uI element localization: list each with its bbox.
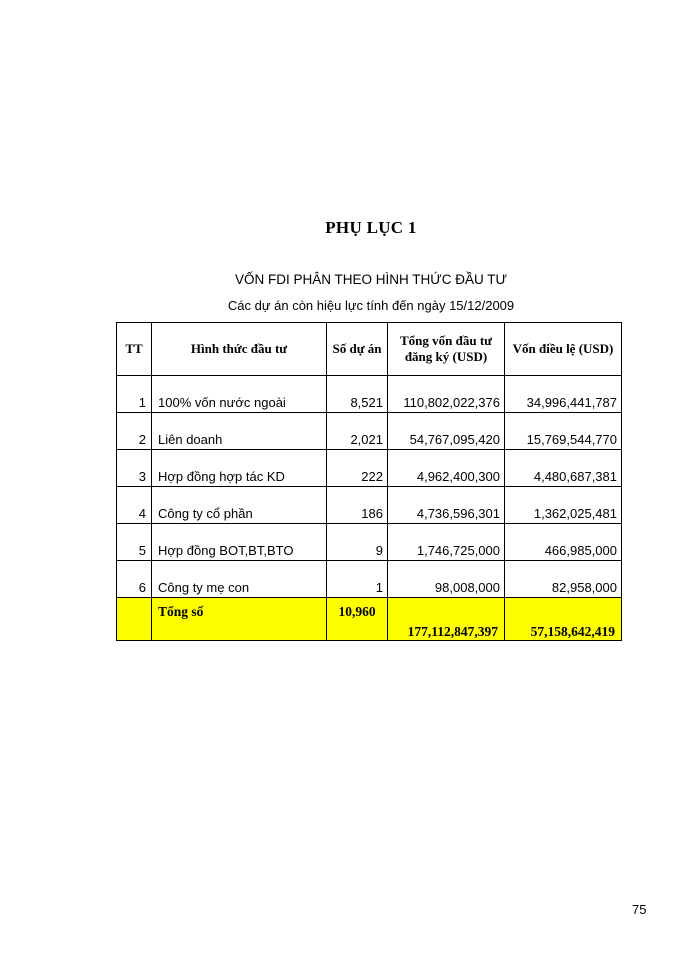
row-charter: 15,769,544,770 xyxy=(505,413,622,450)
total-row xyxy=(117,598,622,641)
row-projects: 222 xyxy=(327,450,388,487)
total-charter: 57,158,642,419 xyxy=(505,598,622,641)
row-charter: 82,958,000 xyxy=(505,561,622,598)
row-charter: 466,985,000 xyxy=(505,524,622,561)
table-row xyxy=(117,413,622,450)
appendix-heading: PHỤ LỤC 1 xyxy=(325,218,417,237)
header-registered: Tổng vốn đầu tư đăng ký (USD) xyxy=(388,323,505,376)
fdi-table xyxy=(116,322,622,641)
header-tt: TT xyxy=(117,323,152,376)
row-registered: 1,746,725,000 xyxy=(388,524,505,561)
table-row xyxy=(117,487,622,524)
row-form: Công ty mẹ con xyxy=(152,561,327,598)
table-row xyxy=(117,450,622,487)
row-index: 2 xyxy=(117,413,152,450)
row-form: 100% vốn nước ngoài xyxy=(152,376,327,413)
row-index: 1 xyxy=(117,376,152,413)
row-projects: 9 xyxy=(327,524,388,561)
table-row xyxy=(117,376,622,413)
table-row xyxy=(117,561,622,598)
row-registered: 110,802,022,376 xyxy=(388,376,505,413)
row-projects: 8,521 xyxy=(327,376,388,413)
total-index-cell xyxy=(117,598,152,641)
row-projects: 2,021 xyxy=(327,413,388,450)
row-charter: 34,996,441,787 xyxy=(505,376,622,413)
table-subtitle: Các dự án còn hiệu lực tính đến ngày 15/12/2009 xyxy=(227,298,515,313)
row-index: 4 xyxy=(117,487,152,524)
row-projects: 1 xyxy=(327,561,388,598)
page-number: 75 xyxy=(632,902,647,917)
table-title: VỐN FDI PHÂN THEO HÌNH THỨC ĐẦU TƯ xyxy=(234,272,508,287)
row-form: Liên doanh xyxy=(152,413,327,450)
row-registered: 54,767,095,420 xyxy=(388,413,505,450)
row-registered: 4,962,400,300 xyxy=(388,450,505,487)
total-registered: 177,112,847,397 xyxy=(388,598,505,641)
row-form: Công ty cổ phần xyxy=(152,487,327,524)
row-registered: 4,736,596,301 xyxy=(388,487,505,524)
row-index: 6 xyxy=(117,561,152,598)
header-projects: Số dự án xyxy=(327,323,388,376)
row-projects: 186 xyxy=(327,487,388,524)
row-form: Hợp đồng hợp tác KD xyxy=(152,450,327,487)
table-row xyxy=(117,524,622,561)
row-index: 3 xyxy=(117,450,152,487)
header-form: Hình thức đầu tư xyxy=(152,323,327,376)
total-label: Tổng số xyxy=(152,598,327,641)
total-projects: 10,960 xyxy=(327,598,388,641)
header-charter: Vốn điều lệ (USD) xyxy=(505,323,622,376)
table-header-row xyxy=(117,323,622,376)
row-charter: 4,480,687,381 xyxy=(505,450,622,487)
row-form: Hợp đồng BOT,BT,BTO xyxy=(152,524,327,561)
row-charter: 1,362,025,481 xyxy=(505,487,622,524)
row-registered: 98,008,000 xyxy=(388,561,505,598)
row-index: 5 xyxy=(117,524,152,561)
